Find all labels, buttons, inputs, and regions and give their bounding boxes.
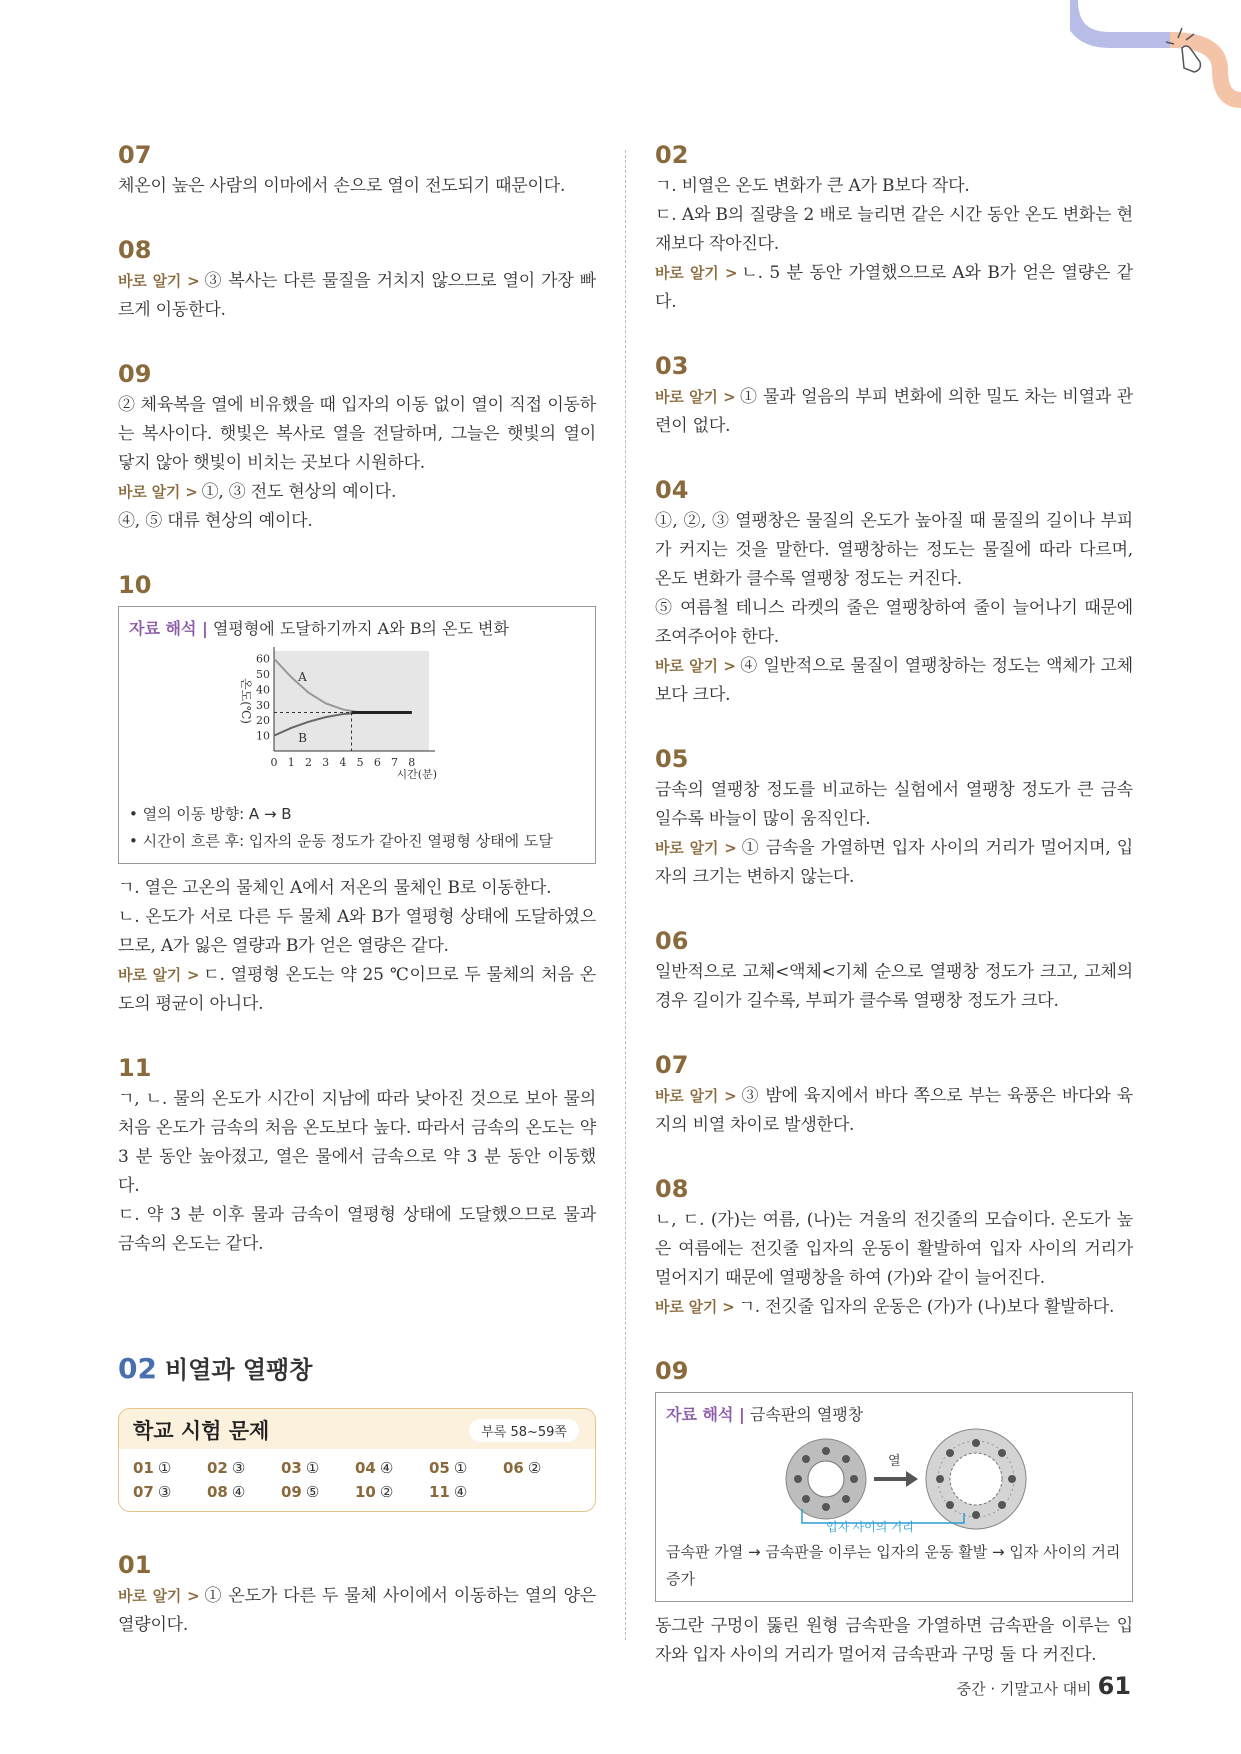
quiz-answer: ① bbox=[305, 1459, 320, 1477]
answer-text: ㄴ, ㄷ. (가)는 여름, (나)는 겨울의 전깃줄의 모습이다. 온도가 높은 여름에는 전깃줄 입자의 운동이 활발하여 입자 사이의 거리가 멀어지기 때문에 열팽창을 하여 (가)와 같이 늘어진다. bbox=[655, 1210, 1133, 1288]
quiz-reference: 부록 58~59쪽 bbox=[469, 1419, 579, 1442]
answer-number: 08 bbox=[118, 236, 152, 264]
distance-label: 입자 사이의 거리 bbox=[826, 1520, 914, 1534]
answer-text bbox=[655, 1293, 1133, 1322]
correct-answer-label: 바로 알기 > bbox=[655, 388, 736, 406]
quiz-question-number: 07 bbox=[133, 1483, 154, 1501]
answer-text bbox=[118, 267, 596, 325]
correct-answer-label: 바로 알기 > bbox=[118, 483, 198, 501]
quiz-answer-cell bbox=[133, 1483, 203, 1501]
answer-number: 01 bbox=[118, 1551, 152, 1579]
metal-plate-diagram bbox=[666, 1427, 1122, 1539]
plate-before bbox=[786, 1439, 866, 1519]
x-tick-label: 4 bbox=[339, 756, 347, 769]
answer-text: 동그란 구멍이 뚫린 원형 금속판을 가열하면 금속판을 이루는 입자와 입자 사이의 거리가 멀어져 금속판과 구멍 둘 다 커진다. bbox=[655, 1616, 1133, 1665]
page-number: 61 bbox=[1097, 1672, 1131, 1700]
answer-text: 일반적으로 고체<액체<기체 순으로 열팽창 정도가 크고, 고체의 경우 길이가 길수록, 부피가 클수록 열팽창 정도가 크다. bbox=[655, 962, 1133, 1011]
explanation: ① 금속을 가열하면 입자 사이의 거리가 멀어지며, 입자의 크기는 변하지 않는다. bbox=[655, 838, 1134, 887]
quiz-answer-cell bbox=[429, 1459, 499, 1477]
answer-number: 09 bbox=[118, 360, 152, 388]
y-tick-label: 20 bbox=[256, 714, 270, 728]
answer-text: ② 체육복을 열에 비유했을 때 입자의 이동 없이 열이 직접 이동하는 복사이다. 햇빛은 복사로 열을 전달하며, 그늘은 햇빛의 열이 닿지 않아 햇빛이 비치는 곳보다 시원하다. bbox=[118, 395, 596, 473]
quiz-answer: ③ bbox=[231, 1459, 246, 1477]
box-title bbox=[666, 1403, 1122, 1427]
answer-text bbox=[655, 1082, 1133, 1140]
answer-text bbox=[118, 1582, 596, 1640]
answer-number: 10 bbox=[118, 571, 152, 599]
explanation: ① 물과 얼음의 부피 변화에 의한 밀도 차는 비열과 관련이 없다. bbox=[655, 387, 1134, 436]
quiz-question-number: 11 bbox=[429, 1483, 450, 1501]
answer-text: ④, ⑤ 대류 현상의 예이다. bbox=[118, 511, 313, 531]
quiz-header bbox=[119, 1409, 595, 1449]
answer-text: ㄱ, ㄴ. 물의 온도가 시간이 지남에 따라 낮아진 것으로 보아 물의 처음 온도가 금속의 처음 온도보다 높다. 따라서 금속의 온도는 약 3 분 동안 높아졌고, 열은 물에서 금속으로 약 3 분 동안 이동했다. bbox=[118, 1089, 596, 1196]
series-label: A bbox=[298, 670, 307, 685]
box-text: 금속판 가열 → 금속판을 이루는 입자의 운동 활발 → 입자 사이의 거리 증가 bbox=[666, 1543, 1121, 1588]
answer-text: ⑤ 여름철 테니스 라켓의 줄은 열팽창하여 줄이 늘어나기 때문에 조여주어야 한다. bbox=[655, 598, 1133, 647]
answer-text bbox=[655, 834, 1133, 892]
correct-answer-label: 바로 알기 > bbox=[655, 264, 738, 282]
quiz-question-number: 03 bbox=[281, 1459, 302, 1477]
quiz-question-number: 05 bbox=[429, 1459, 450, 1477]
box-title bbox=[129, 617, 585, 641]
quiz-answer: ② bbox=[379, 1483, 394, 1501]
box-tag: 자료 해석 | bbox=[129, 619, 208, 638]
answer-text: ㄴ. 온도가 서로 다른 두 물체 A와 B가 열평형 상태에 도달하였으므로, A가 잃은 열량과 B가 얻은 열량은 같다. bbox=[118, 907, 596, 956]
heat-label: 열 bbox=[888, 1454, 901, 1469]
quiz-answer-cell bbox=[503, 1459, 573, 1477]
correct-answer-label: 바로 알기 > bbox=[655, 1298, 735, 1316]
explanation: ㄱ. 전깃줄 입자의 운동은 (가)가 (나)보다 활발하다. bbox=[738, 1297, 1115, 1317]
left-bottom-block bbox=[118, 1550, 596, 1640]
quiz-answer: ③ bbox=[157, 1483, 172, 1501]
quiz-answer-cell bbox=[133, 1459, 203, 1477]
box-title-text: 금속판의 열팽창 bbox=[749, 1405, 864, 1424]
quiz-answer-cell bbox=[355, 1483, 425, 1501]
correct-answer-label: 바로 알기 > bbox=[655, 1087, 737, 1105]
answer-text bbox=[118, 478, 596, 507]
quiz-answer-cell bbox=[355, 1459, 425, 1477]
section-title bbox=[118, 1350, 312, 1385]
y-tick-label: 30 bbox=[256, 698, 270, 712]
x-tick-label: 8 bbox=[408, 756, 416, 769]
explanation: ④ 일반적으로 물질이 열팽창하는 정도는 액체가 고체보다 크다. bbox=[655, 656, 1134, 705]
y-axis-label: 온도(℃) bbox=[239, 678, 253, 724]
quiz-question-number: 08 bbox=[207, 1483, 228, 1501]
x-tick-label: 5 bbox=[356, 756, 364, 769]
answer-text: 금속의 열팽창 정도를 비교하는 실험에서 열팽창 정도가 큰 금속일수록 바늘이 많이 움직인다. bbox=[655, 780, 1133, 829]
quiz-answer-cell bbox=[207, 1459, 277, 1477]
quiz-question-number: 02 bbox=[207, 1459, 228, 1477]
quiz-question-number: 09 bbox=[281, 1483, 302, 1501]
answer-number: 09 bbox=[655, 1357, 689, 1385]
explanation: ㄴ. 5 분 동안 가열했으므로 A와 B가 얻은 열량은 같다. bbox=[655, 263, 1133, 312]
answer-number: 02 bbox=[655, 141, 689, 169]
quiz-question-number: 04 bbox=[355, 1459, 376, 1477]
answer-text bbox=[118, 961, 596, 1019]
quiz-answer: ① bbox=[453, 1459, 468, 1477]
answer-text: ㄱ. 비열은 온도 변화가 큰 A가 B보다 작다. bbox=[655, 176, 970, 196]
quiz-title: 학교 시험 문제 bbox=[133, 1419, 270, 1443]
quiz-answer-cell bbox=[281, 1459, 351, 1477]
right-column bbox=[655, 140, 1133, 1670]
data-analysis-box bbox=[655, 1392, 1133, 1602]
quiz-answer-panel bbox=[118, 1408, 596, 1512]
y-tick-label: 40 bbox=[256, 683, 270, 697]
answer-number: 03 bbox=[655, 352, 689, 380]
box-tag: 자료 해석 | bbox=[666, 1405, 745, 1424]
quiz-answer: ④ bbox=[379, 1459, 394, 1477]
section-number: 02 bbox=[118, 1352, 157, 1385]
correct-answer-label: 바로 알기 > bbox=[655, 657, 736, 675]
arrow-icon bbox=[874, 1471, 918, 1487]
quiz-answer: ④ bbox=[231, 1483, 246, 1501]
answer-number: 07 bbox=[655, 1051, 689, 1079]
explanation: ③ 밤에 육지에서 바다 쪽으로 부는 육풍은 바다와 육지의 비열 차이로 발생한다. bbox=[655, 1086, 1133, 1135]
quiz-question-number: 01 bbox=[133, 1459, 154, 1477]
answer-text bbox=[655, 652, 1133, 710]
box-bullet: • 시간이 흐른 후: 입자의 운동 정도가 같아진 열평형 상태에 도달 bbox=[129, 832, 553, 850]
correct-answer-label: 바로 알기 > bbox=[118, 966, 200, 984]
answer-text: ㄱ. 열은 고온의 물체인 A에서 저온의 물체인 B로 이동한다. bbox=[118, 878, 552, 898]
left-column bbox=[118, 140, 596, 1259]
answer-text: ㄷ. 약 3 분 이후 물과 금속이 열평형 상태에 도달했으므로 물과 금속의 온도는 같다. bbox=[118, 1205, 596, 1254]
answer-text: 체온이 높은 사람의 이마에서 손으로 열이 전도되기 때문이다. bbox=[118, 176, 566, 196]
y-tick-label: 50 bbox=[256, 668, 270, 682]
correct-answer-label: 바로 알기 > bbox=[118, 272, 200, 290]
quiz-answer: ② bbox=[527, 1459, 542, 1477]
corner-decoration bbox=[1070, 0, 1241, 110]
answer-text bbox=[655, 259, 1133, 317]
quiz-answer-cell bbox=[281, 1483, 351, 1501]
answer-number: 11 bbox=[118, 1054, 152, 1082]
footer-label: 중간 · 기말고사 대비 bbox=[956, 1680, 1092, 1698]
page-footer bbox=[957, 1672, 1131, 1700]
temperature-chart bbox=[129, 641, 585, 801]
x-tick-label: 7 bbox=[391, 756, 399, 769]
y-tick-label: 60 bbox=[256, 652, 270, 666]
box-bullet: • 열의 이동 방향: A → B bbox=[129, 805, 292, 823]
x-tick-label: 3 bbox=[322, 756, 330, 769]
answer-number: 06 bbox=[655, 927, 689, 955]
answer-text: ①, ②, ③ 열팽창은 물질의 온도가 높아질 때 물질의 길이나 부피가 커지는 것을 말한다. 열팽창하는 정도는 물질에 따라 다르며, 온도 변화가 클수록 열팽창 정도는 커진다. bbox=[655, 511, 1133, 589]
quiz-answer: ① bbox=[157, 1459, 172, 1477]
quiz-answer-cell bbox=[429, 1483, 499, 1501]
quiz-answer-cell bbox=[207, 1483, 277, 1501]
explanation: ㄷ. 열평형 온도는 약 25 ℃이므로 두 물체의 처음 온도의 평균이 아니다. bbox=[118, 965, 596, 1014]
x-axis-label: 시간(분) bbox=[396, 768, 437, 781]
y-tick-label: 10 bbox=[256, 729, 270, 743]
answer-text: ㄷ. A와 B의 질량을 2 배로 늘리면 같은 시간 동안 온도 변화는 현재보다 작아진다. bbox=[655, 205, 1133, 254]
x-tick-label: 1 bbox=[287, 756, 295, 769]
section-title-text: 비열과 열팽창 bbox=[164, 1356, 313, 1384]
explanation: ①, ③ 전도 현상의 예이다. bbox=[201, 482, 397, 502]
x-tick-label: 0 bbox=[270, 756, 278, 769]
correct-answer-label: 바로 알기 > bbox=[655, 839, 737, 857]
answer-number: 07 bbox=[118, 141, 152, 169]
series-label: B bbox=[298, 730, 307, 745]
quiz-answer: ⑤ bbox=[305, 1483, 320, 1501]
answer-text bbox=[655, 383, 1133, 441]
quiz-question-number: 06 bbox=[503, 1459, 524, 1477]
quiz-answer: ④ bbox=[453, 1483, 468, 1501]
box-title-text: 열평형에 도달하기까지 A와 B의 온도 변화 bbox=[212, 619, 509, 638]
x-tick-label: 2 bbox=[304, 756, 312, 769]
quiz-question-number: 10 bbox=[355, 1483, 376, 1501]
answer-number: 08 bbox=[655, 1175, 689, 1203]
plate-after bbox=[926, 1429, 1026, 1529]
answer-number: 05 bbox=[655, 745, 689, 773]
column-divider bbox=[625, 150, 626, 1640]
explanation: ③ 복사는 다른 물질을 거치지 않으므로 열이 가장 빠르게 이동한다. bbox=[118, 271, 596, 320]
answer-number: 04 bbox=[655, 476, 689, 504]
x-tick-label: 6 bbox=[373, 756, 381, 769]
correct-answer-label: 바로 알기 > bbox=[118, 1587, 200, 1605]
explanation: ① 온도가 다른 두 물체 사이에서 이동하는 열의 양은 열량이다. bbox=[118, 1586, 596, 1635]
data-analysis-box bbox=[118, 606, 596, 864]
